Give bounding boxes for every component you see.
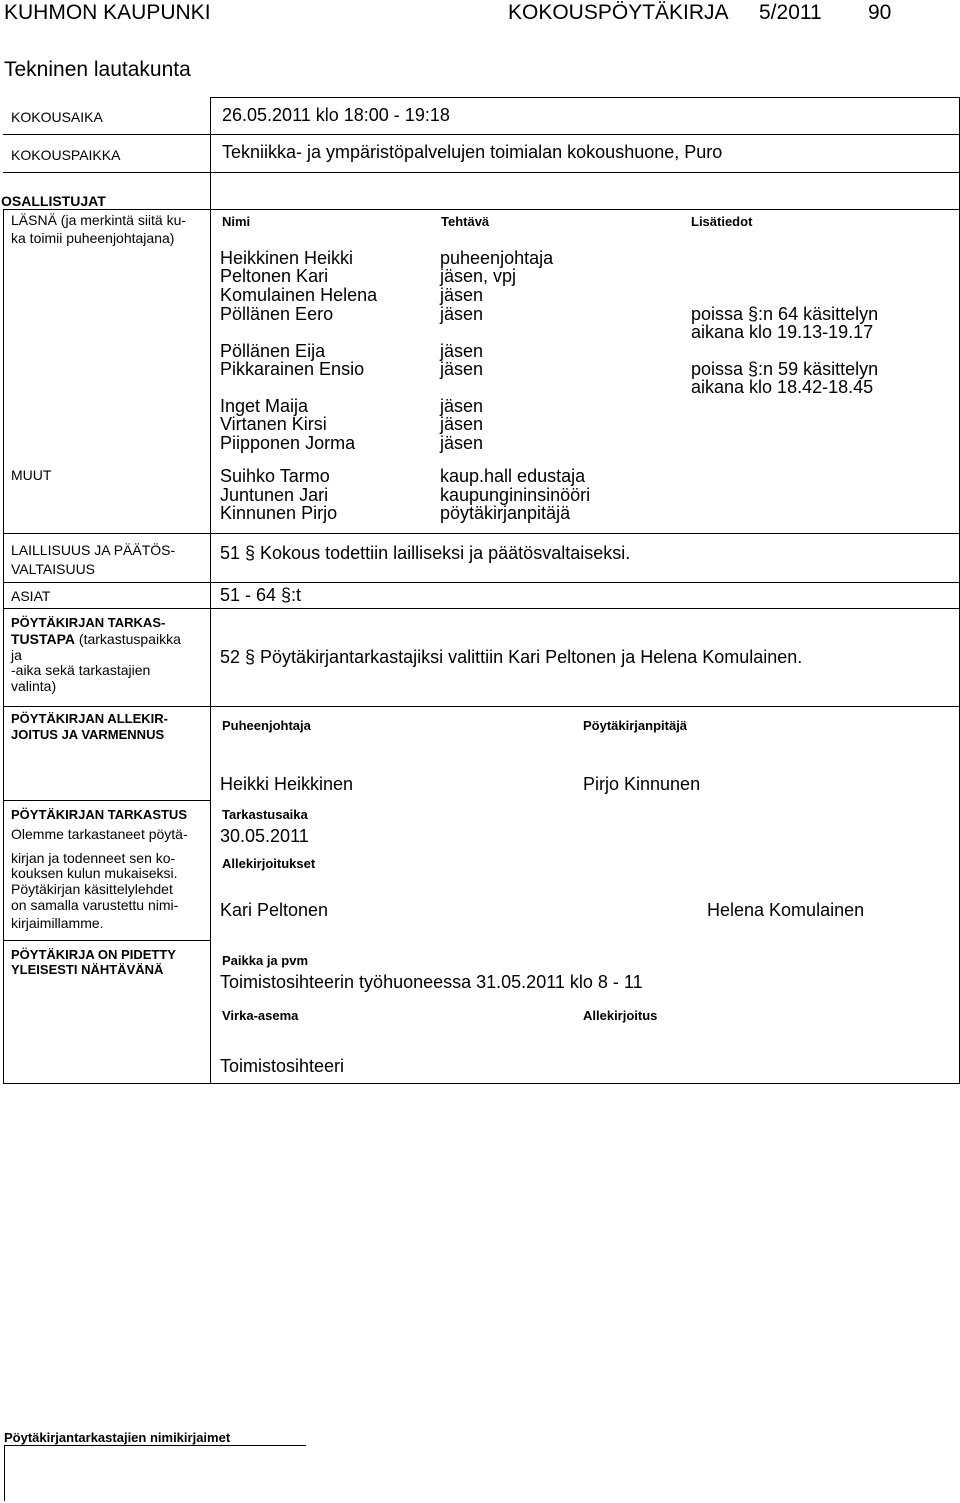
column-header-info: Lisätiedot — [691, 214, 753, 229]
meeting-place-label: KOKOUSPAIKKA — [11, 147, 121, 163]
matters-label: ASIAT — [11, 588, 51, 604]
participant-name: Pöllänen Eero — [220, 304, 334, 324]
participant-role: jäsen — [440, 414, 484, 434]
signature-label: Allekirjoitus — [583, 1008, 658, 1023]
signatures-label-line1: PÖYTÄKIRJAN ALLEKIR- — [11, 711, 168, 726]
review-text-line4: Pöytäkirjan käsittelylehdet — [11, 881, 173, 897]
organization-name: KUHMON KAUPUNKI — [4, 1, 211, 24]
meeting-time-value: 26.05.2011 klo 18:00 - 19:18 — [222, 105, 450, 125]
participant-name: Virtanen Kirsi — [220, 414, 327, 434]
public-label-line2: YLEISESTI NÄHTÄVÄNÄ — [11, 962, 164, 977]
other-name: Kinnunen Pirjo — [220, 503, 338, 523]
review-method-label-line1: PÖYTÄKIRJAN TARKAS- — [11, 615, 166, 630]
review-signer-2: Helena Komulainen — [707, 900, 865, 920]
public-place-label: Paikka ja pvm — [222, 953, 308, 968]
review-text-line2: kirjan ja todenneet sen ko- — [11, 850, 176, 866]
table-line — [210, 97, 959, 98]
review-method-label-line5: valinta) — [11, 678, 57, 694]
present-label-line2: ka toimii puheenjohtajana) — [11, 230, 175, 246]
review-method-label-rest: (tarkastuspaikka — [75, 631, 181, 647]
committee-name: Tekninen lautakunta — [4, 58, 191, 81]
review-method-text: 52 § Pöytäkirjantarkastajiksi valittiin Kari Peltonen ja Helena Komulainen. — [220, 647, 803, 667]
review-text-line5: on samalla varustettu nimi- — [11, 897, 179, 913]
other-name: Suihko Tarmo — [220, 466, 330, 486]
review-text-line6: kirjaimillamme. — [11, 915, 104, 931]
table-line — [3, 533, 959, 534]
table-line — [3, 608, 959, 609]
review-label: PÖYTÄKIRJAN TARKASTUS — [11, 807, 187, 822]
table-line — [3, 800, 210, 801]
review-method-label-line4: -aika sekä tarkastajien — [11, 662, 151, 678]
initials-underline — [4, 1445, 306, 1446]
matters-value: 51 - 64 §:t — [220, 585, 302, 605]
table-line — [3, 706, 959, 707]
participant-info: aikana klo 19.13-19.17 — [691, 322, 874, 342]
secretary-label: Pöytäkirjanpitäjä — [583, 718, 688, 733]
participant-name: Piipponen Jorma — [220, 433, 356, 453]
participant-name: Pöllänen Eija — [220, 341, 326, 361]
review-method-label-line3: ja — [11, 647, 22, 663]
participant-role: puheenjohtaja — [440, 248, 554, 268]
chair-label: Puheenjohtaja — [222, 718, 311, 733]
review-signer-1: Kari Peltonen — [220, 900, 329, 920]
participant-name: Pikkarainen Ensio — [220, 359, 365, 379]
meeting-time-label: KOKOUSAIKA — [11, 109, 103, 125]
position-value: Toimistosihteeri — [220, 1056, 345, 1076]
participant-role: jäsen — [440, 433, 484, 453]
table-line — [3, 582, 959, 583]
legality-label-line2: VALTAISUUS — [11, 561, 96, 577]
document-number: 5/2011 — [759, 1, 822, 24]
initials-box-left — [4, 1445, 5, 1501]
participant-name: Heikkinen Heikki — [220, 248, 354, 268]
other-name: Juntunen Jari — [220, 485, 329, 505]
table-line — [210, 97, 211, 1084]
participant-name: Peltonen Kari — [220, 266, 329, 286]
participant-info: aikana klo 18.42-18.45 — [691, 377, 874, 397]
table-line — [3, 134, 959, 135]
present-label-line1: LÄSNÄ (ja merkintä siitä ku- — [11, 212, 187, 228]
others-label: MUUT — [11, 467, 52, 483]
legality-text: 51 § Kokous todettiin lailliseksi ja päätösvaltaiseksi. — [220, 543, 631, 563]
review-text-line1: Olemme tarkastaneet pöytä- — [11, 826, 188, 842]
participant-info: poissa §:n 59 käsittelyn — [691, 359, 879, 379]
participant-info: poissa §:n 64 käsittelyn — [691, 304, 879, 324]
meeting-place-value: Tekniikka- ja ympäristöpalvelujen toimialan kokoushuone, Puro — [222, 142, 723, 162]
chair-name: Heikki Heikkinen — [220, 774, 354, 794]
table-line — [3, 209, 4, 1084]
review-time-label: Tarkastusaika — [222, 807, 308, 822]
signatures-label-line2: JOITUS JA VARMENNUS — [11, 727, 165, 742]
public-label-line1: PÖYTÄKIRJA ON PIDETTY — [11, 947, 176, 962]
other-role: kaupungininsinööri — [440, 485, 591, 505]
participant-role: jäsen — [440, 359, 484, 379]
participant-name: Inget Maija — [220, 396, 309, 416]
column-header-name: Nimi — [222, 214, 251, 229]
table-line — [3, 1083, 959, 1084]
other-role: kaup.hall edustaja — [440, 466, 586, 486]
initials-label: Pöytäkirjantarkastajien nimikirjaimet — [4, 1430, 231, 1445]
participant-name: Komulainen Helena — [220, 285, 378, 305]
participant-role: jäsen, vpj — [440, 266, 517, 286]
document-type: KOKOUSPÖYTÄKIRJA — [508, 1, 729, 24]
review-text-line3: kouksen kulun mukaiseksi. — [11, 865, 178, 881]
other-role: pöytäkirjanpitäjä — [440, 503, 571, 523]
participant-role: jäsen — [440, 396, 484, 416]
secretary-name: Pirjo Kinnunen — [583, 774, 701, 794]
table-line — [3, 209, 959, 210]
participant-role: jäsen — [440, 285, 484, 305]
participants-section-label: OSALLISTUJAT — [1, 193, 106, 209]
participant-role: jäsen — [440, 304, 484, 324]
review-method-label-line2 — [11, 631, 181, 647]
table-line — [3, 172, 959, 173]
legality-label-line1: LAILLISUUS JA PÄÄTÖS- — [11, 542, 176, 558]
position-label: Virka-asema — [222, 1008, 299, 1023]
table-line — [3, 940, 210, 941]
review-method-label-bold: TUSTAPA — [11, 631, 76, 647]
page-number: 90 — [868, 1, 892, 24]
review-time-value: 30.05.2011 — [220, 826, 309, 846]
column-header-role: Tehtävä — [441, 214, 490, 229]
participant-role: jäsen — [440, 341, 484, 361]
review-signatures-label: Allekirjoitukset — [222, 856, 316, 871]
public-place-value: Toimistosihteerin työhuoneessa 31.05.2011 klo 8 - 11 — [220, 972, 643, 992]
